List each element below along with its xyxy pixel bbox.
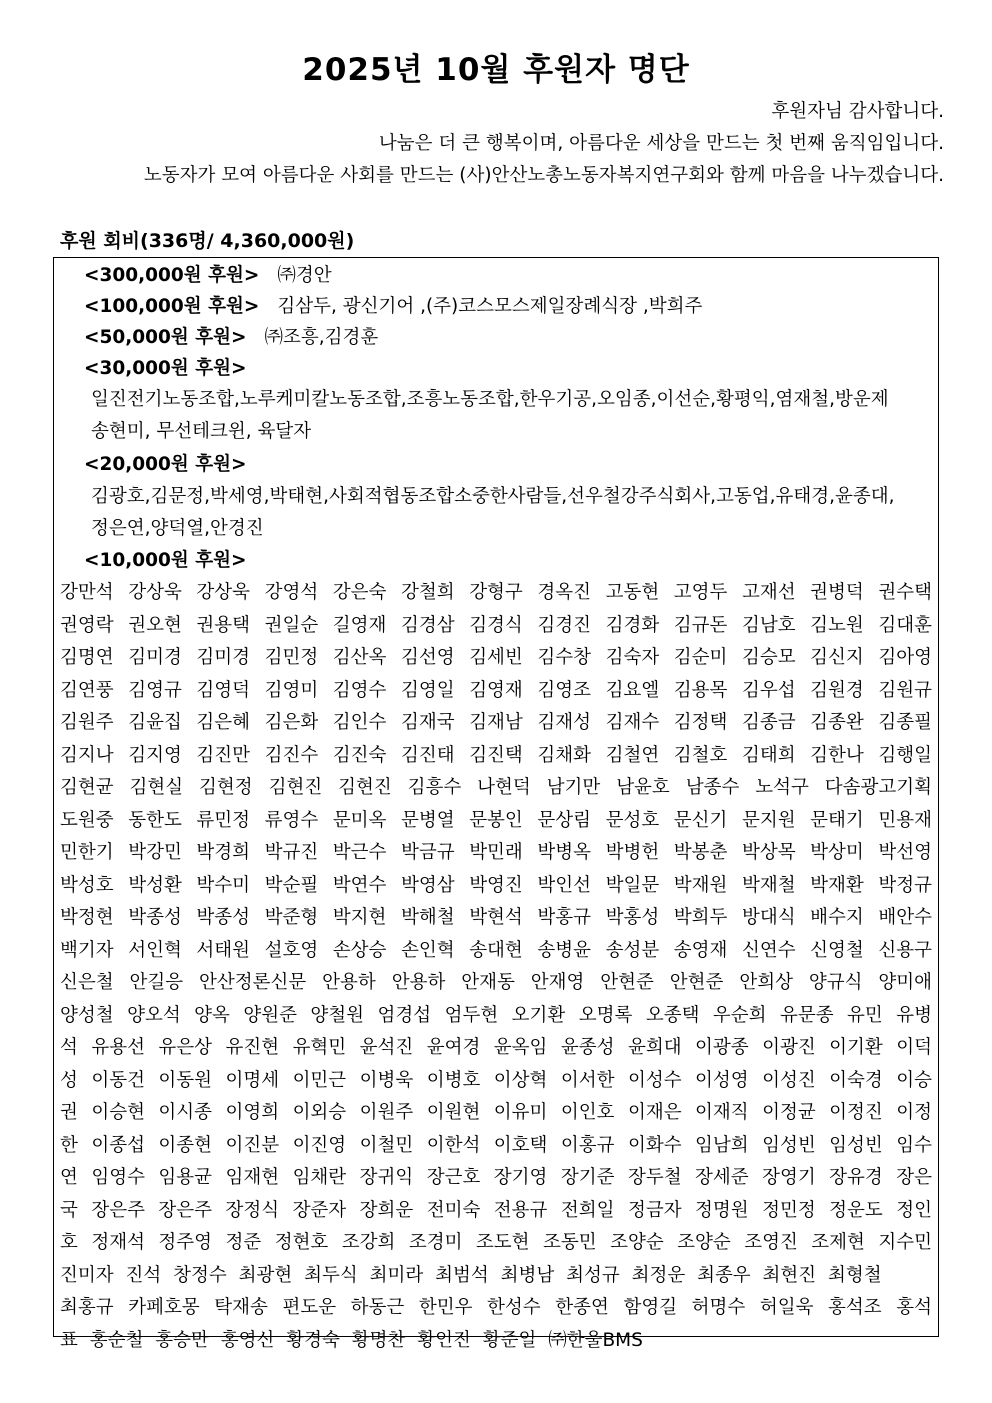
name-row: 권영락 권오현 권용택 권일순 길영재 김경삼 김경식 김경진 김경화 김규돈 김남호 김노원 김대훈 [60, 614, 932, 636]
tier-30000 [84, 354, 264, 380]
name-row: 호 정재석 정주영 정준 정현호 조강희 조경미 조도현 조동민 조양순 조양순 조영진 조제현 지수민 [60, 1232, 932, 1253]
name-row: 연 임영수 임용균 임재현 임채란 장귀익 장근호 장기영 장기준 장두철 장세준 장영기 장유경 장은 [60, 1167, 932, 1188]
tier-300000 [84, 261, 332, 287]
thanks-line-2: 나눔은 더 큰 행복이며, 아름다운 세상을 만드는 첫 번째 움직임입니다. [378, 133, 944, 154]
tier-label: <100,000원 후원> [84, 296, 260, 317]
tier-label: <50,000원 후원> [84, 327, 247, 348]
tier-20000-names-2: 정은연,양덕열,안경진 [91, 518, 264, 539]
tier-label: <300,000원 후원> [84, 265, 260, 286]
tier-30000-names-1: 일진전기노동조합,노루케미칼노동조합,조흥노동조합,한우기공,오임종,이선순,황평익,염재철,방운제 [91, 389, 889, 410]
name-row: 국 장은주 장은주 장정식 장준자 장희운 전미숙 전용규 전희일 정금자 정명원 정민정 정운도 정인 [60, 1199, 932, 1221]
name-row: 박정현 박종성 박종성 박준형 박지현 박해철 박현석 박홍규 박홍성 박희두 방대식 배수지 배안수 [60, 907, 932, 928]
tier-names: ㈜경안 [277, 265, 332, 286]
tier-label: <10,000원 후원> [84, 550, 247, 571]
name-row: 백기자 서인혁 서태원 설호영 손상승 손인혁 송대현 송병윤 송성분 송영재 신연수 신영철 신용구 [60, 939, 932, 961]
name-row: 진미자 진석 창정수 최광현 최두식 최미라 최범석 최병남 최성규 최정운 최종우 최현진 최형철 [60, 1264, 882, 1286]
name-row: 표 홍순철 홍승만 홍영신 황경숙 황명찬 황인진 황준일 ㈜한울BMS [60, 1329, 643, 1351]
name-row: 신은철 안길응 안산정론신문 안용하 안용하 안재동 안재영 안현준 안현준 안희상 양규식 양미애 [60, 972, 932, 993]
name-row: 권 이승현 이시종 이영희 이외승 이원주 이원현 이유미 이인호 이재은 이재직 이정균 이정진 이정 [60, 1102, 932, 1123]
name-row: 양성철 양오석 양옥 양원준 양철원 엄경섭 엄두현 오기환 오명록 오종택 우순희 유문종 유민 유병 [60, 1004, 932, 1026]
tier-label: <20,000원 후원> [84, 454, 247, 475]
name-row: 김원주 김윤집 김은혜 김은화 김인수 김재국 김재남 김재성 김재수 김정택 김종금 김종완 김종필 [60, 712, 932, 733]
tier-100000 [84, 292, 702, 318]
name-row: 김지나 김지영 김진만 김진수 김진숙 김진태 김진택 김채화 김철연 김철호 김태희 김한나 김행일 [60, 744, 932, 766]
name-row: 김명연 김미경 김미경 김민정 김산옥 김선영 김세빈 김수창 김숙자 김순미 김승모 김신지 김아영 [60, 647, 932, 668]
tier-label: <30,000원 후원> [84, 358, 247, 379]
tier-names: ㈜조흥,김경훈 [264, 327, 379, 348]
name-row: 한 이종섭 이종현 이진분 이진영 이철민 이한석 이호택 이홍규 이화수 임남희 임성빈 임성빈 임수 [60, 1134, 932, 1156]
tier-20000 [84, 450, 264, 476]
name-row: 성 이동건 이동원 이명세 이민근 이병욱 이병호 이상혁 이서한 이성수 이성영 이성진 이숙경 이승 [60, 1069, 932, 1091]
name-row: 김연풍 김영규 김영덕 김영미 김영수 김영일 김영재 김영조 김요엘 김용목 김우섭 김원경 김원규 [60, 679, 932, 701]
thanks-line-1: 후원자님 감사합니다. [771, 101, 944, 122]
name-row: 민한기 박강민 박경희 박규진 박근수 박금규 박민래 박병옥 박병헌 박봉춘 박상목 박상미 박선영 [60, 842, 932, 863]
name-row: 최홍규 카페호몽 탁재송 편도운 하동근 한민우 한성수 한종연 함영길 허명수 허일욱 홍석조 홍석 [60, 1297, 932, 1318]
name-row: 도원중 동한도 류민정 류영수 문미옥 문병열 문봉인 문상림 문성호 문신기 문지원 문태기 민용재 [60, 809, 932, 831]
tier-20000-names-1: 김광호,김문정,박세영,박태현,사회적협동조합소중한사람들,선우철강주식회사,고동업,유태경,윤종대, [91, 486, 895, 507]
section-heading: 후원 회비(336명/ 4,360,000원) [60, 230, 355, 252]
donor-list-box [53, 257, 939, 1351]
page-title: 2025년 10월 후원자 명단 [302, 52, 690, 88]
tier-50000 [84, 323, 378, 349]
name-row: 강만석 강상욱 강상욱 강영석 강은숙 강철희 강형구 경옥진 고동현 고영두 고재선 권병덕 권수택 [60, 582, 932, 603]
tier-10000 [84, 546, 264, 572]
name-row: 박성호 박성환 박수미 박순필 박연수 박영삼 박영진 박인선 박일문 박재원 박재철 박재환 박정규 [60, 874, 932, 896]
name-row: 김현균 김현실 김현정 김현진 김현진 김흥수 나현덕 남기만 남윤호 남종수 노석구 다솜광고기획 [60, 777, 932, 798]
tier-names: 김삼두, 광신기어 ,(주)코스모스제일장례식장 ,박희주 [277, 296, 703, 317]
name-row: 석 유용선 유은상 유진현 유혁민 윤석진 윤여경 윤옥임 윤종성 윤희대 이광종 이광진 이기환 이덕 [60, 1037, 932, 1058]
tier-30000-names-2: 송현미, 무선테크윈, 육달자 [91, 421, 312, 442]
thanks-line-3: 노동자가 모여 아름다운 사회를 만드는 (사)안산노총노동자복지연구회와 함께 마음을 나누겠습니다. [143, 165, 944, 186]
